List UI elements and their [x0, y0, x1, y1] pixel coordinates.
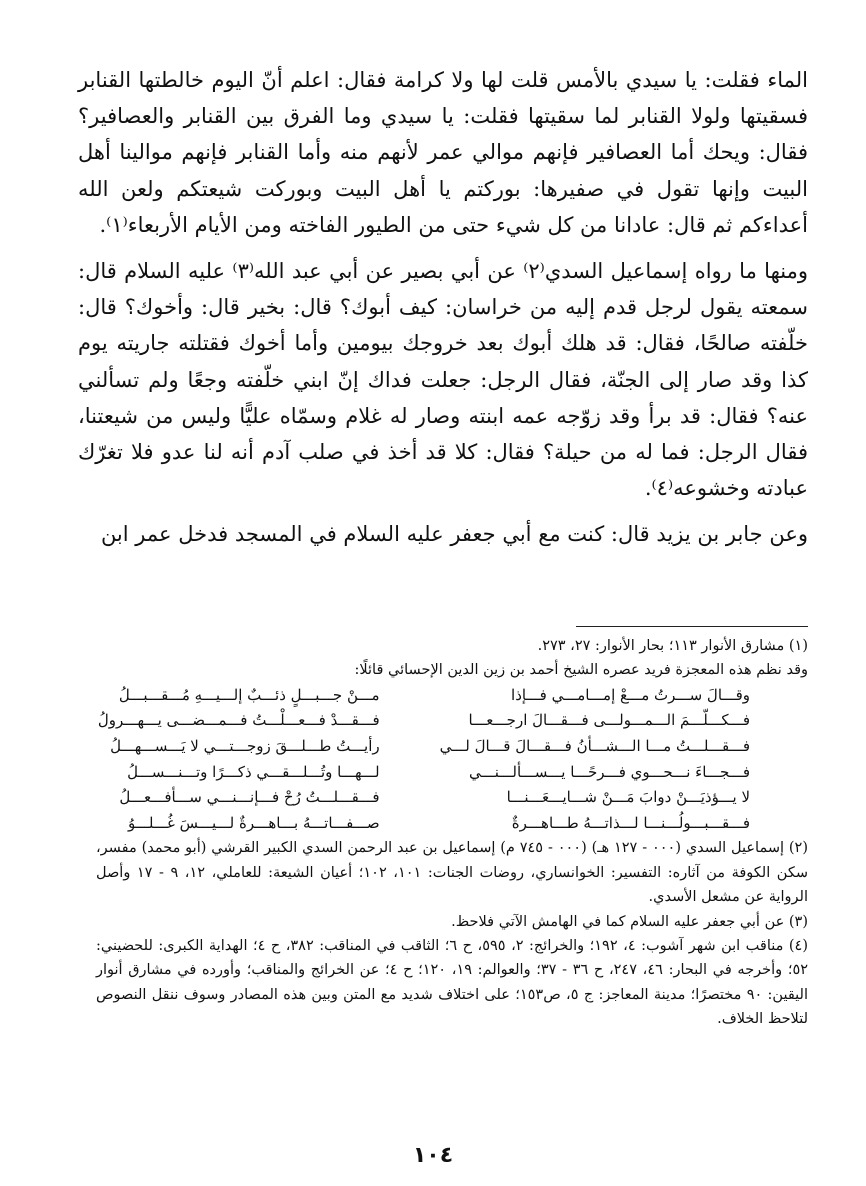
footnote-2: (٢) إسماعيل السدي (٠٠٠ - ١٢٧ هـ) (٠٠٠ - ٧٤٥ م) إسماعيل بن عبد الرحمن السدي الكبير القرشي (أبو محمد) مفسر، سكن الكوفة من آثاره: التفسير: الخوانساري، روضات الجنات: ١٠١، ١٠٢؛ أعيان الشيعة: للعاملي، ١٢، ٩ - ١٧ وأصل الرواية عن مشعل الأسدي. — [96, 840, 808, 906]
poem-verse-second: صـــفـــاتـــهُ بـــاهـــرةٌ لـــيـــسَ غُـــلـــوُ — [127, 813, 380, 832]
poem-verse-second: رأيـــتُ طـــلـــقَ زوجـــتـــي لا يَـــســـهـــلُ — [110, 737, 380, 755]
footnote-3: (٣) عن أبي جعفر عليه السلام كما في الهامش الآتي فلاحظ. — [451, 913, 808, 930]
poem-intro: وقد نظم هذه المعجزة فريد عصره الشيخ أحمد بن زين الدين الإحسائي قائلًا: — [354, 662, 808, 679]
main-text — [78, 62, 808, 553]
poem-verse-first: لا يـــؤذيَـــنْ دوابَ مَـــنْ شـــايـــعَـــنـــا — [506, 788, 750, 807]
poem-verse-second: فـــقـــدْ فـــعـــلْـــتُ فـــمـــضـــى يـــهـــرولُ — [97, 711, 380, 730]
poem-verse-first: فـــقـــبـــولُـــنـــا لـــذاتـــهُ طـــاهـــرةٌ — [511, 813, 750, 832]
poem-verse-first: وقـــالَ ســـرتُ مـــعْ إمـــامـــي فـــإذا — [511, 685, 750, 704]
poem-verse-second: مـــنْ جـــبـــلٍ ذئـــبٌ إلـــيـــهِ مُـــقـــبـــلُ — [118, 685, 380, 704]
paragraph-3: وعن جابر بن يزيد قال: كنت مع أبي جعفر عليه السلام في المسجد فدخل عمر ابن — [100, 522, 808, 547]
poem-verse-first: فـــكـــلّـــمَ الـــمـــولـــى فـــقـــالَ ارجـــعـــا — [468, 711, 750, 730]
poem-verse-first: فـــقـــلـــتُ مـــا الـــشـــأنُ فـــقـــالَ قـــالَ لـــي — [439, 737, 750, 755]
footnote-1: (١) مشارق الأنوار ١١٣؛ بحار الأنوار: ٢٧، ٢٧٣. — [537, 638, 808, 654]
paragraph-2: ومنها ما رواه إسماعيل السدي⁽٢⁾ عن أبي بصير عن أبي عبد الله⁽٣⁾ عليه السلام قال: سمعته يقول لرجل قدم إليه من خراسان: كيف أبوك؟ قال: بخير قال: وأخوك؟ قال: خلّفته صالحًا، فقال: قد هلك أبوك بعد خروجك بيومين وأما أخوك فقتلته جاريته يوم كذا وقد صار إلى الجنّة، فقال الرجل: جعلت فداك إنّ ابني خلّفته وجعًا ولم تسألني عنه؟ فقال: قد برأ وقد زوّجه عمه ابنته وصار له غلام وسمّاه عليًّا وليس من شيعتنا، فقال الرجل: فما له من حيلة؟ فقال: كلا قد أخذ في صلب آدم أنه لنا عدو فلا تغرّك عبادته وخشوعه⁽٤⁾. — [78, 259, 808, 501]
poem — [96, 683, 808, 837]
poem-verse-second: فـــقـــلـــتُ رُحْ فـــإنـــنـــي ســـأفـــعـــلُ — [119, 788, 380, 807]
page-number: ١٠٤ — [412, 1143, 454, 1168]
footnote-separator — [576, 626, 808, 627]
paragraph-1: الماء فقلت: يا سيدي بالأمس قلت لها ولا كرامة فقال: اعلم أنّ اليوم خالطتها القنابر فسقيتها ولولا القنابر لما سقيتها فقلت: يا سيدي وما الفرق بين القنابر والعصافير؟ فقال: ويحك أما العصافير فإنهم موالي عمر لأنهم منه وأما القنابر فإنهم موالينا أهل البيت وإنها تقول في صفيرها: بوركتم يا أهل البيت وبوركت شيعتكم ولعن الله أعداءكم ثم قال: عادانا من كل شيء حتى من الطيور الفاخته ومن الأيام الأربعاء⁽١⁾. — [78, 68, 808, 237]
footnote-4: (٤) مناقب ابن شهر آشوب: ٤، ١٩٢؛ والخرائج: ٢، ٥٩٥، ح ٦؛ الثاقب في المناقب: ٣٨٢، ح ٤؛ الهداية الكبرى: للحضيني: ٥٢؛ وأخرجه في البحار: ٤٦، ٢٤٧، ح ٣٦ - ٣٧؛ والعوالم: ١٩، ١٢٠؛ ح ٤؛ عن الخرائج والمناقب؛ وأورده في مشارق أنوار اليقين: ٩٠ مختصرًا؛ مدينة المعاجز: ج ٥، ص١٥٣؛ على اختلاف شديد مع المتن وبين هذه المصادر وسوف ننقل النصوص لتلاحظ الخلاف. — [96, 938, 809, 1028]
poem-verse-first: فـــجـــاءَ نـــحـــوي فـــرحًـــا يـــســـألـــنـــي — [469, 762, 750, 781]
footnotes — [96, 634, 808, 1032]
poem-verse-second: لـــهـــا وتُـــلـــقـــي ذكـــرًا وتـــنـــســـلُ — [127, 762, 380, 781]
